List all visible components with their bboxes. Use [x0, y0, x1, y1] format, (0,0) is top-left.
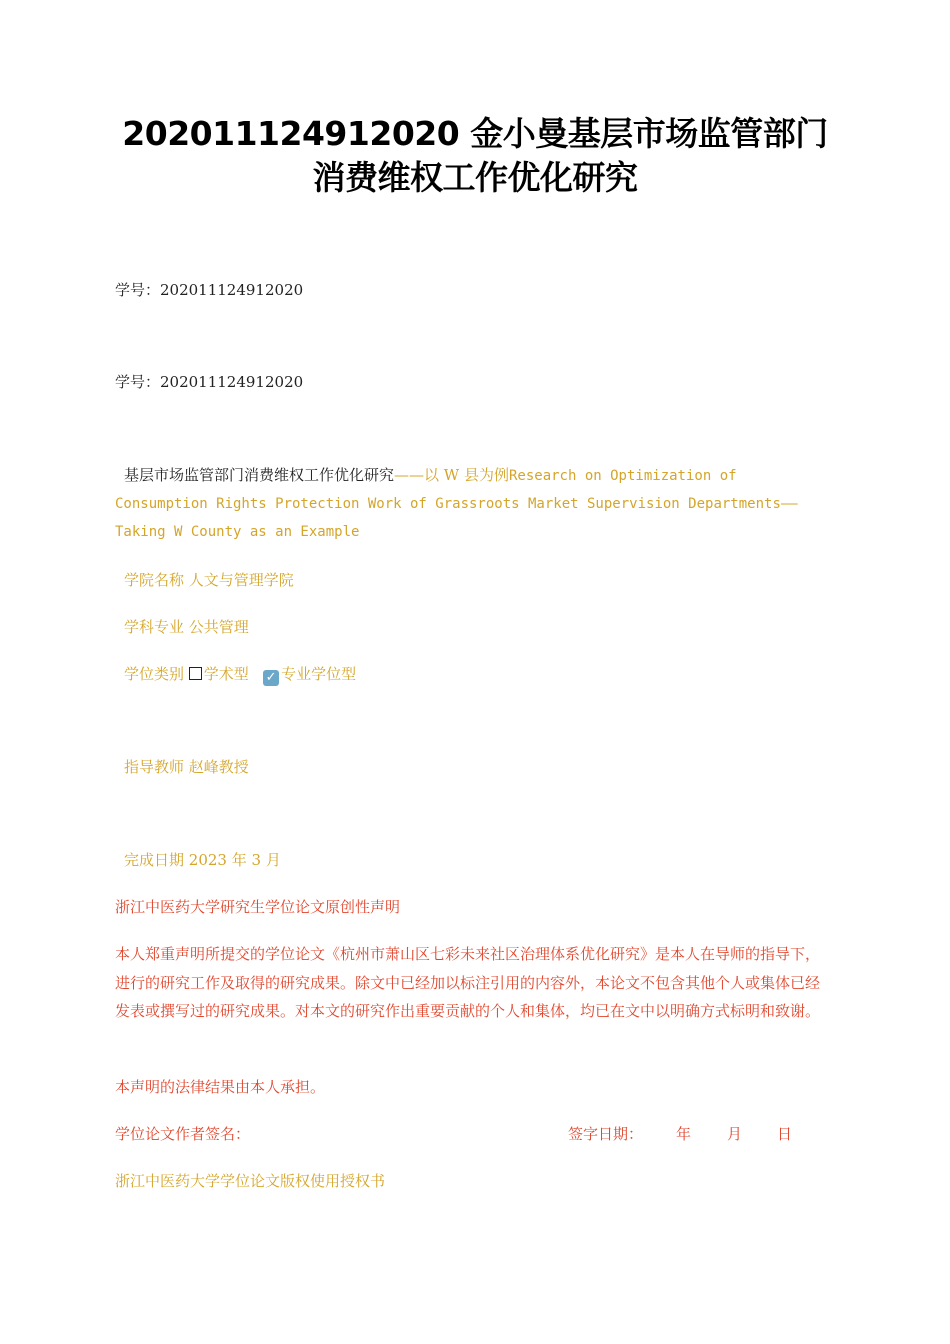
- thesis-title-cn: 基层市场监管部门消费维权工作优化研究: [124, 466, 395, 484]
- major-label: 学科专业: [124, 618, 185, 636]
- degree-type-row: [124, 664, 356, 686]
- signature-date-month: 月: [727, 1125, 743, 1143]
- thesis-title-en-line-2: Consumption Rights Protection Work of Grassroots Market Supervision Departments——: [115, 496, 798, 512]
- declaration-heading: 浙江中医药大学研究生学位论文原创性声明: [115, 898, 401, 916]
- document-title: [80, 112, 870, 200]
- signature-date-year: 年: [676, 1125, 692, 1143]
- college-label: 学院名称: [124, 571, 185, 589]
- authorization-heading: 浙江中医药大学学位论文版权使用授权书: [115, 1172, 386, 1190]
- thesis-title-cn-subtitle: ——以 W 县为例: [394, 466, 509, 484]
- signature-date-label: 签字日期：: [568, 1125, 644, 1143]
- completion-row: [124, 850, 281, 870]
- advisor-value: 赵峰教授: [188, 758, 249, 776]
- college-value: 人文与管理学院: [188, 571, 294, 589]
- completion-label: 完成日期: [124, 851, 185, 869]
- professional-option-label: 专业学位型: [281, 665, 357, 683]
- thesis-title-en-start: Research on Optimization of: [508, 468, 737, 484]
- professional-checkbox-checked-icon[interactable]: ✓: [263, 670, 279, 686]
- major-row: [124, 617, 249, 637]
- thesis-title-en-line-3: Taking W County as an Example: [115, 524, 360, 540]
- advisor-row: [124, 757, 249, 777]
- advisor-label: 指导教师: [124, 758, 185, 776]
- signature-date-day: 日: [777, 1125, 793, 1143]
- academic-option-label: 学术型: [203, 665, 249, 683]
- completion-value: 2023 年 3 月: [188, 851, 281, 869]
- student-id-1: 学号：202011124912020: [115, 281, 304, 299]
- student-id-2: 学号：202011124912020: [115, 373, 304, 391]
- college-row: [124, 570, 294, 590]
- declaration-body: 本人郑重声明所提交的学位论文《杭州市萧山区七彩未来社区治理体系优化研究》是本人在导师的指导下，进行的研究工作及取得的研究成果。除文中已经加以标注引用的内容外，本论文不包含其他个人或集体已经发表或撰写过的研究成果。对本文的研究作出重要贡献的个人和集体，均已在文中以明确方式标明和致谢。: [115, 945, 821, 1020]
- signature-label: 学位论文作者签名：: [115, 1125, 251, 1143]
- major-value: 公共管理: [188, 618, 249, 636]
- degree-type-label: 学位类别: [124, 665, 185, 683]
- title-line-1: 202011124912020 金小曼基层市场监管部门: [122, 114, 828, 153]
- title-line-2: 消费维权工作优化研究: [312, 158, 638, 197]
- declaration-legal: 本声明的法律结果由本人承担。: [115, 1078, 326, 1096]
- academic-checkbox[interactable]: [189, 667, 202, 680]
- thesis-title-line-1: [124, 465, 737, 486]
